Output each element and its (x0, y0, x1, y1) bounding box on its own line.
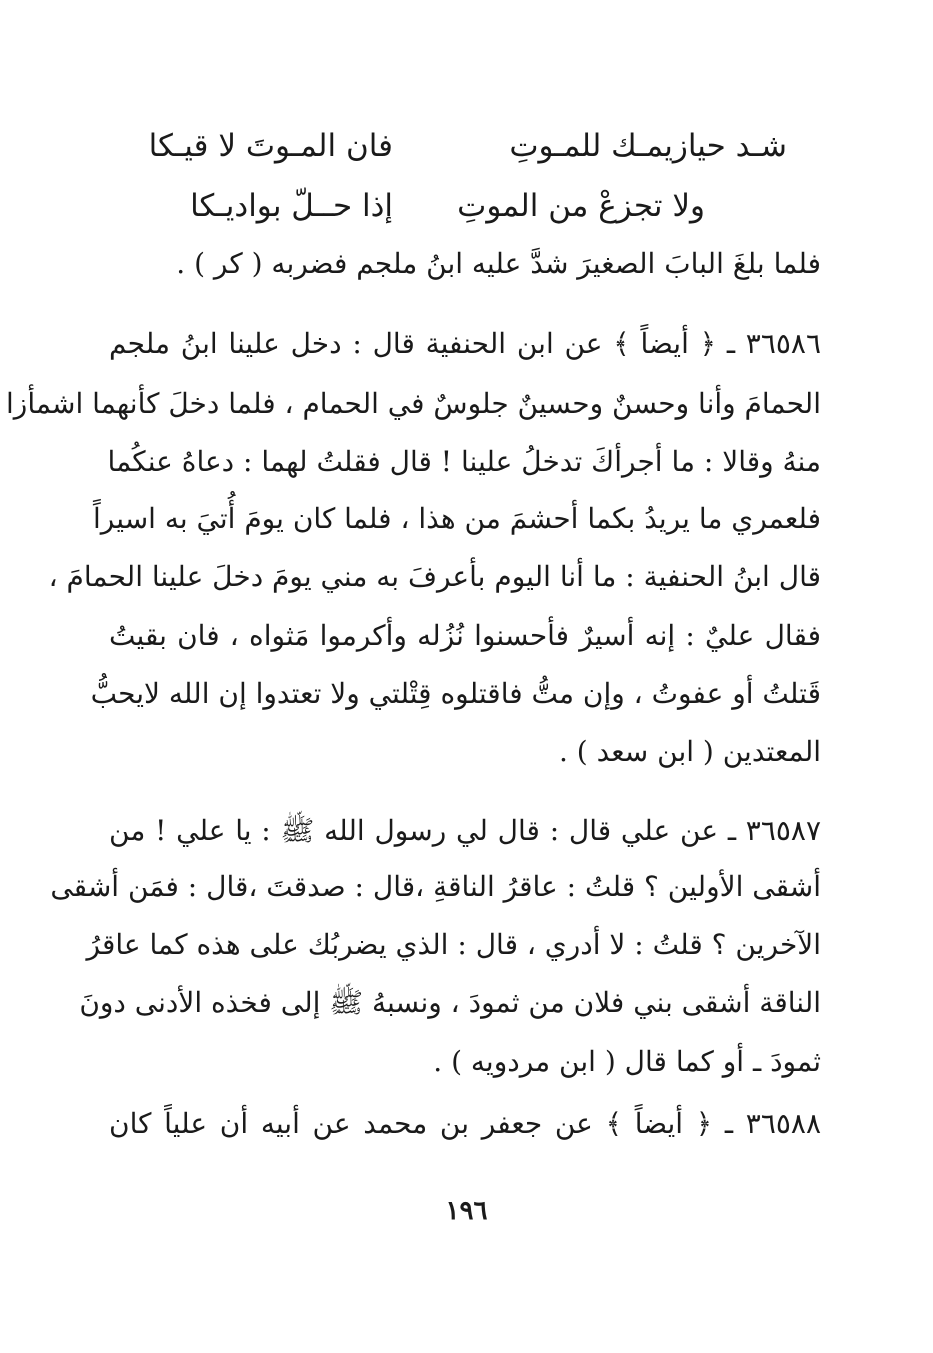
hadith-36587-line-4: الناقة أشقى بني فلان من ثمودَ ، ونسبهُ ﷺ إلى فخذه الأدنى دونَ (79, 986, 821, 1019)
hadith-36587-line-3: الآخرين ؟ قلتُ : لا أدري ، قال : الذي يضربُك على هذه كما عاقرُ (86, 928, 821, 961)
hadith-36586-line-2: الحمامَ وأنا وحسنٌ وحسينٌ جلوسٌ في الحمام ، فلما دخلَ كأنهما اشمأزا (6, 387, 821, 420)
poem-verse-1 (0, 128, 933, 168)
hadith-36587-line-1: ٣٦٥٨٧ ـ عن علي قال : قال لي رسول الله ﷺ : يا علي ! من (109, 814, 821, 847)
verse-1-second-hemistich: فان المـوتَ لا قيـكا (148, 128, 393, 164)
hadith-36586-line-1: ٣٦٥٨٦ ـ ﴿ أيضاً ﴾ عن ابن الحنفية قال : دخل علينا ابنُ ملجم (109, 327, 821, 360)
hadith-36586-line-3: منهُ وقالا : ما أجرأكَ تدخلُ علينا ! قال فقلتُ لهما : دعاهُ عنكُما (107, 445, 821, 478)
verse-2-first-hemistich: ولا تجزعْ من الموتِ (457, 188, 705, 224)
hadith-36586-line-7: قَتلتُ أو عفوتُ ، وإن متُّ فاقتلوه قِتْلتي ولا تعتدوا إن الله لايحبُّ (90, 677, 821, 710)
text-line: فلما بلغَ البابَ الصغيرَ شدَّ عليه ابنُ ملجم فضربه ( كر ) . (176, 247, 821, 280)
hadith-36586-line-4: فلعمري ما يريدُ بكما أحشمَ من هذا ، فلما كان يومَ أُتيَ به اسيراً (93, 502, 821, 535)
hadith-36586-line-5: قال ابنُ الحنفية : ما أنا اليوم بأعرفَ به مني يومَ دخلَ علينا الحمامَ ، (48, 560, 821, 593)
page-number: ١٩٦ (445, 1196, 488, 1226)
poem-verse-2 (0, 188, 933, 228)
hadith-36586-line-8: المعتدين ( ابن سعد ) . (558, 735, 821, 768)
hadith-36587-line-2: أشقى الأولين ؟ قلتُ : عاقرُ الناقةِ ،قال : صدقتَ ،قال : فمَن أشقى (50, 870, 821, 903)
verse-1-first-hemistich: شـد حيازيمـك للمـوتِ (509, 128, 787, 164)
hadith-36588-line-1: ٣٦٥٨٨ ـ ﴿ أيضاً ﴾ عن جعفر بن محمد عن أبيه أن علياً كان (109, 1107, 821, 1140)
hadith-36587-line-5: ثمودَ ـ أو كما قال ( ابن مردويه ) . (433, 1045, 821, 1078)
verse-2-second-hemistich: إذا حــلّ بواديـكا (190, 188, 393, 224)
hadith-36586-line-6: فقال عليٌ : إنه أسيرٌ فأحسنوا نُزُله وأكرموا مَثواه ، فان بقيتُ (109, 619, 821, 652)
